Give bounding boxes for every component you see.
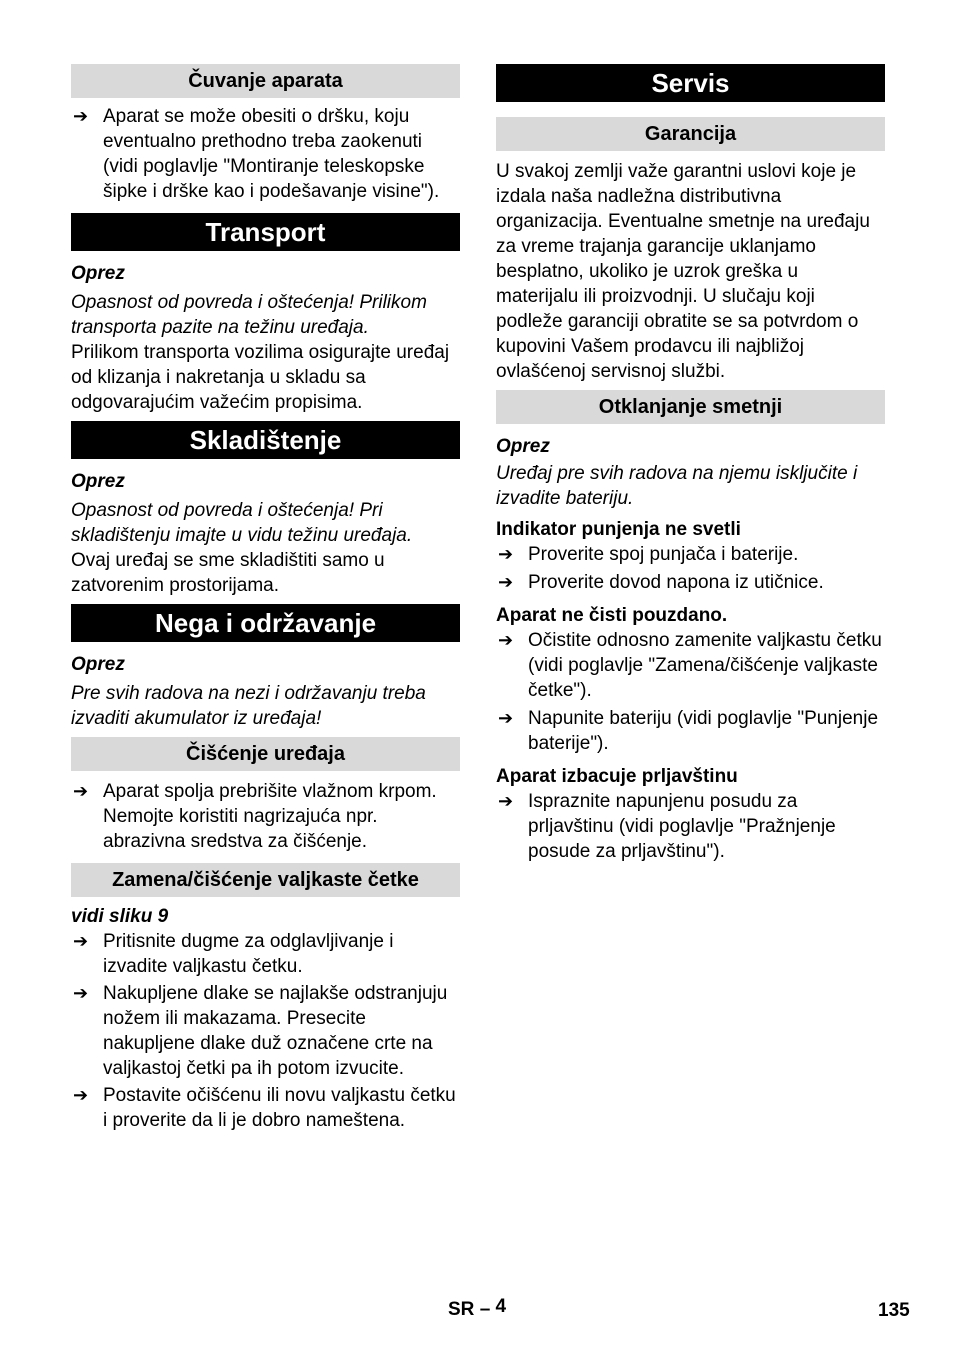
caution-label: Oprez xyxy=(71,263,125,284)
left-column xyxy=(71,64,460,1133)
bullet-text: Aparat se može obesiti o dršku, koju eventualno prethodno treba zaokenuti (vidi poglavlje "Montiranje teleskopske šipke i drške kao i podešavanje visine"). xyxy=(103,106,440,202)
arrow-right-icon: ➔ xyxy=(73,106,89,126)
footer-dash: – xyxy=(479,1299,491,1320)
arrow-right-icon: ➔ xyxy=(498,791,514,811)
bullet-item xyxy=(71,981,460,1081)
footer-section-page: 4 xyxy=(495,1296,507,1317)
caution-text: Opasnost od povreda i oštećenja! Prilikom transporta pazite na težinu uređaja. xyxy=(71,292,427,338)
body-text: Ovaj uređaj se sme skladištiti samo u zatvorenim prostorijama. xyxy=(71,550,385,596)
section-heading-otklanjanje: Otklanjanje smetnji xyxy=(496,390,885,424)
arrow-right-icon: ➔ xyxy=(73,1085,89,1105)
bullet-item xyxy=(496,570,885,595)
caution-label: Oprez xyxy=(71,471,125,492)
chapter-heading-transport: Transport xyxy=(71,213,460,251)
arrow-right-icon: ➔ xyxy=(498,544,514,564)
bullet-text: Proverite dovod napona iz utičnice. xyxy=(528,572,824,593)
arrow-right-icon: ➔ xyxy=(73,931,89,951)
chapter-heading-servis: Servis xyxy=(496,64,885,102)
section-heading-ciscenje: Čišćenje uređaja xyxy=(71,737,460,771)
bullet-item xyxy=(496,628,885,703)
arrow-right-icon: ➔ xyxy=(498,630,514,650)
bullet-item xyxy=(496,542,885,567)
caution-text: Opasnost od povreda i oštećenja! Pri skladištenju imajte u vidu težinu uređaja. xyxy=(71,500,413,546)
caution-text: Uređaj pre svih radova na njemu isključite i izvadite bateriju. xyxy=(496,463,858,509)
bullet-item xyxy=(71,1083,460,1133)
bullet-text: Aparat spolja prebrišite vlažnom krpom. Nemojte koristiti nagrizajuća npr. abrazivna sredstva za čišćenje. xyxy=(103,781,437,852)
section-heading-garancija: Garancija xyxy=(496,117,885,151)
bullet-text: Pritisnite dugme za odglavljivanje i izvadite valjkastu četku. xyxy=(103,931,394,977)
body-text: Prilikom transporta vozilima osigurajte uređaj od klizanja i nakretanja u skladu sa odgovarajućim važećim propisima. xyxy=(71,342,450,413)
caution-text: Pre svih radova na nezi i održavanju treba izvaditi akumulator iz uređaja! xyxy=(71,683,426,729)
bullet-item xyxy=(496,789,885,864)
subheading-izbacuje: Aparat izbacuje prljavštinu xyxy=(496,766,738,787)
bullet-text: Proverite spoj punjača i baterije. xyxy=(528,544,799,565)
subheading-indikator: Indikator punjenja ne svetli xyxy=(496,519,741,540)
bullet-text: Postavite očišćenu ili novu valjkastu četku i proverite da li je dobro nameštena. xyxy=(103,1085,456,1131)
bullet-text: Očistite odnosno zamenite valjkastu četku (vidi poglavlje "Zamena/čišćenje valjkaste četke"). xyxy=(528,630,882,701)
bullet-text: Napunite bateriju (vidi poglavlje "Punjenje baterije"). xyxy=(528,708,879,754)
chapter-heading-skladistenje: Skladištenje xyxy=(71,421,460,459)
bullet-text: Ispraznite napunjenu posudu za prljavštinu (vidi poglavlje "Pražnjenje posude za prljavštinu"). xyxy=(528,791,836,862)
chapter-heading-nega: Nega i održavanje xyxy=(71,604,460,642)
subheading-cisti: Aparat ne čisti pouzdano. xyxy=(496,605,728,626)
arrow-right-icon: ➔ xyxy=(498,708,514,728)
footer-page-number: 135 xyxy=(878,1300,910,1321)
body-text: U svakoj zemlji važe garantni uslovi koje je izdala naša nadležna distributivna organizacija. Eventualne smetnje na uređaju za vreme trajanja garancije uklanjamo besplatno, ukoliko je uzrok greška u materijalu ili proizvodnji. U slučaju koji podleže garanciji obratite se sa potvrdom o kupovini Vašem prodavcu ili najbližoj ovlašćenoj servisnoj službi. xyxy=(496,161,870,382)
bullet-item xyxy=(71,104,460,204)
arrow-right-icon: ➔ xyxy=(498,572,514,592)
footer-lang: SR xyxy=(448,1299,475,1320)
caution-label: Oprez xyxy=(71,654,125,675)
right-column xyxy=(496,64,885,864)
section-heading-cuvanje: Čuvanje aparata xyxy=(71,64,460,98)
arrow-right-icon: ➔ xyxy=(73,781,89,801)
arrow-right-icon: ➔ xyxy=(73,983,89,1003)
bullet-item xyxy=(71,779,460,854)
bullet-text: Nakupljene dlake se najlakše odstranjuju nožem ili makazama. Presecite nakupljene dlake duž označene crte na valjkastoj četki pa ih potom izvucite. xyxy=(103,983,448,1079)
caution-label: Oprez xyxy=(496,436,550,457)
section-heading-zamena: Zamena/čišćenje valjkaste četke xyxy=(71,863,460,897)
figure-reference: vidi sliku 9 xyxy=(71,906,169,927)
bullet-item xyxy=(71,929,460,979)
bullet-item xyxy=(496,706,885,756)
footer-section-label xyxy=(448,1297,506,1322)
